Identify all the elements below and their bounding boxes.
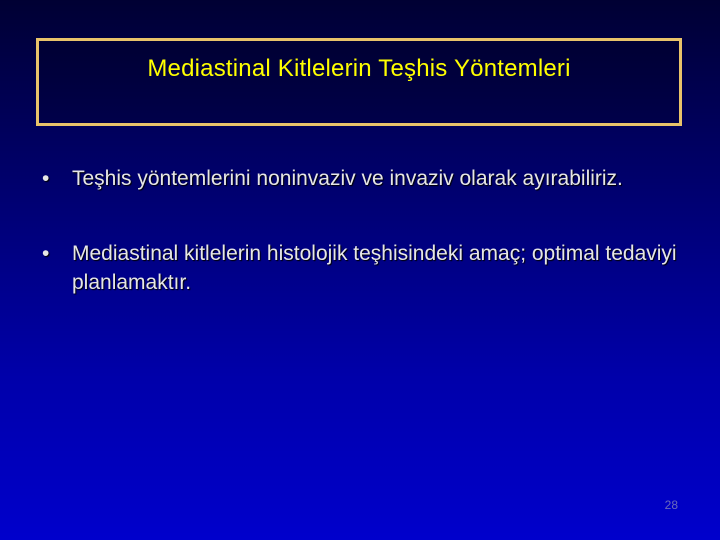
bullet-item — [42, 239, 682, 297]
bullet-icon: • — [42, 167, 50, 190]
title-box — [36, 38, 682, 126]
slide-title: Mediastinal Kitlelerin Teşhis Yöntemleri — [147, 55, 571, 82]
bullet-text: Teşhis yöntemlerini noninvaziv ve invaziv olarak ayırabiliriz. — [72, 167, 623, 190]
bullet-text: Mediastinal kitlelerin histolojik teşhisindeki amaç; optimal tedaviyi planlamaktır. — [72, 242, 677, 294]
bullet-icon: • — [42, 242, 50, 265]
page-number: 28 — [664, 498, 678, 512]
bullet-item — [42, 164, 682, 193]
bullet-list — [42, 164, 682, 343]
